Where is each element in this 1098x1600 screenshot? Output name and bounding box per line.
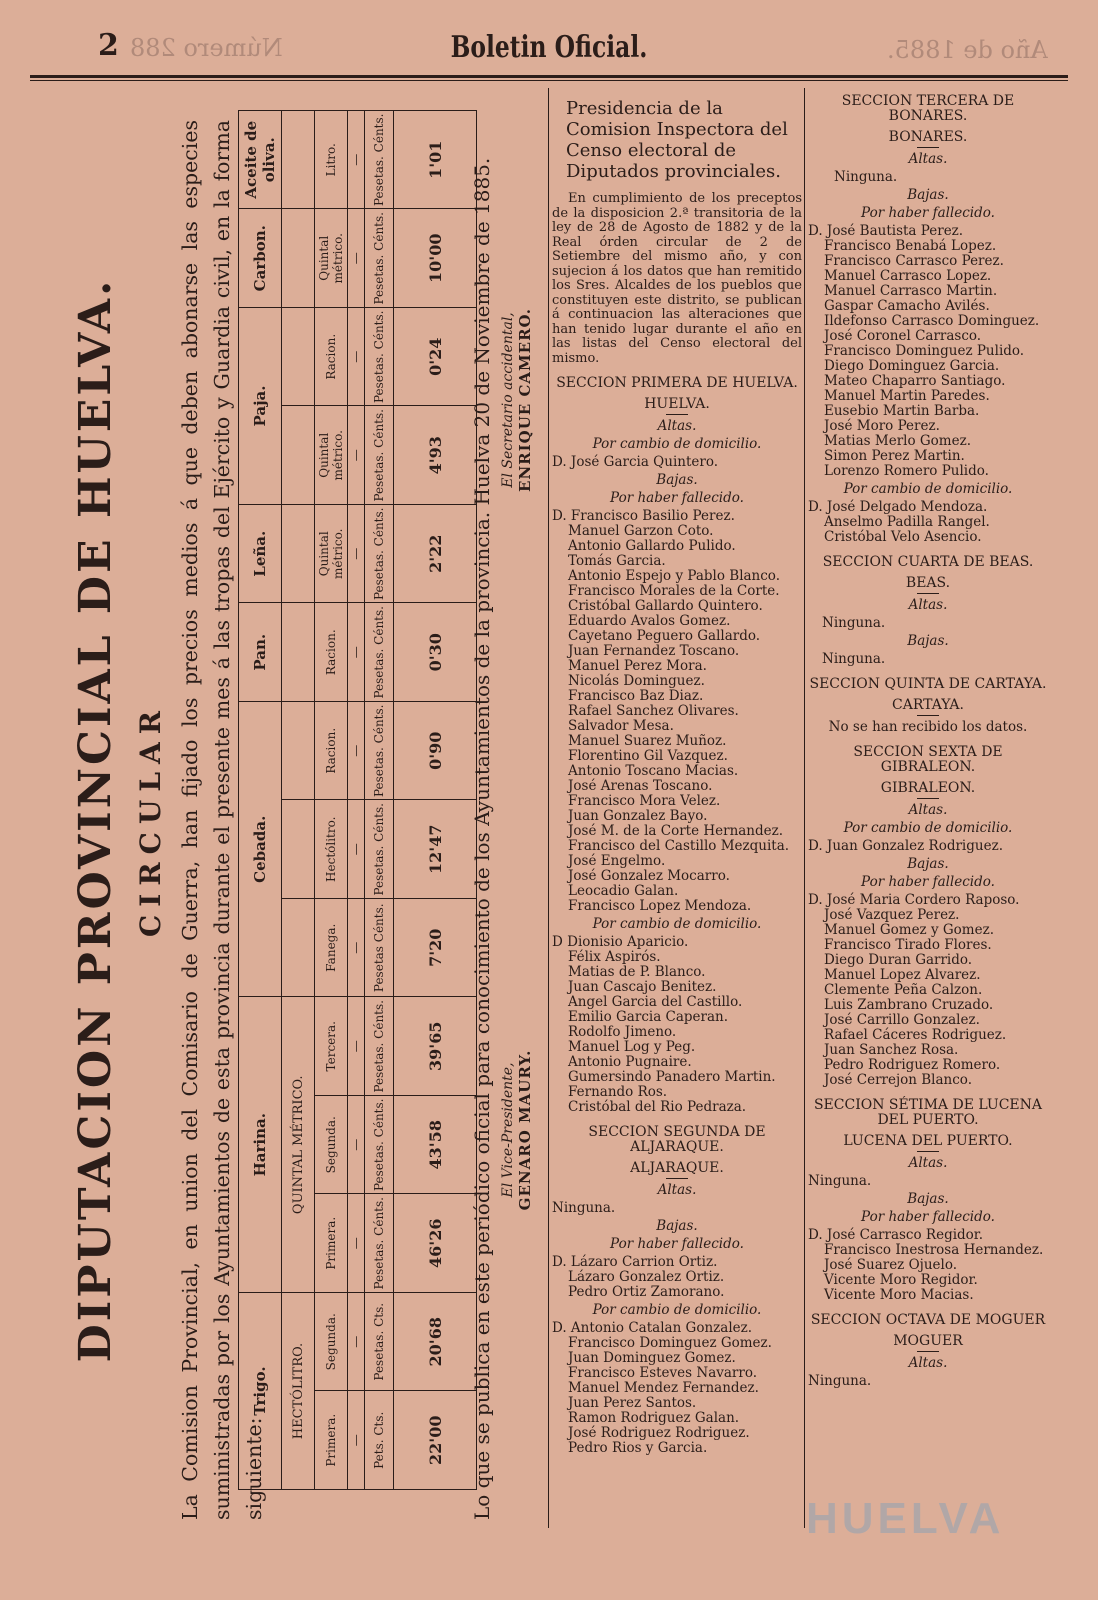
dash-cell: — [348, 308, 365, 407]
none-label: Ninguna. [808, 1173, 872, 1189]
dash-cell: — [348, 1194, 365, 1293]
section-title: SECCION OCTAVA DE MOGUER [810, 1312, 1046, 1328]
list-item: Salvador Mesa. [568, 718, 674, 734]
group-trigo: Trigo. [239, 1293, 282, 1490]
cause-label: Por haber fallecido. [861, 1209, 995, 1225]
sig-role: El Vice-Presidente, [500, 1062, 516, 1198]
town-name: BEAS. [808, 576, 1048, 594]
cause-label: Por haber fallecido. [610, 1236, 744, 1252]
cause-label: Por haber fallecido. [610, 490, 744, 506]
list-item: Fernando Ros. [568, 1084, 668, 1100]
list-item: Juan Sanchez Rosa. [824, 1042, 959, 1058]
list-item: D. Francisco Basilio Perez. [552, 508, 735, 524]
list-item: Rafael Cáceres Rodriguez. [824, 1027, 1007, 1043]
group-pan: Pan. [239, 603, 282, 702]
list-item: D. José Carrasco Regidor. [808, 1227, 984, 1243]
price-value: 46'26 [394, 1194, 477, 1293]
group-lena: Leña. [239, 505, 282, 604]
unit-cell: Pesetas Cénts. [365, 899, 394, 998]
blank-cell [282, 505, 315, 604]
rotated-circular [70, 110, 550, 1530]
name-list [808, 893, 1048, 1088]
list-item: Manuel Martin Paredes. [824, 388, 990, 404]
circular-title: DIPUTACION PROVINCIAL DE HUELVA. [70, 277, 121, 1363]
list-item: Francisco Mora Velez. [568, 793, 721, 809]
list-item: Luis Zambrano Cruzado. [824, 997, 994, 1013]
page-number: 2 [98, 28, 119, 63]
group-paja: Paja. [239, 308, 282, 505]
list-item: D. José Delgado Mendoza. [808, 499, 988, 515]
price-value: 0'24 [394, 308, 477, 407]
circular-footer: Lo que se publica en este periódico oficial para conocimiento de los Ayuntamientos de la provincia. Huelva 20 de Noviembre de 1885. [470, 157, 494, 1520]
list-item: Manuel Log y Peg. [568, 1039, 696, 1055]
cause-label: Por haber fallecido. [861, 205, 995, 221]
circular-subtitle: CIRCULAR [134, 702, 167, 938]
list-item: José Suarez Ojuelo. [824, 1257, 958, 1273]
census-column-right [808, 92, 1048, 1391]
list-item: Manuel Carrasco Martin. [824, 283, 998, 299]
list-item: Ramon Rodriguez Galan. [568, 1410, 740, 1426]
list-item: Francisco Baz Diaz. [568, 688, 704, 704]
list-item: D. José Maria Cordero Raposo. [808, 892, 1020, 908]
dash-cell: — [348, 899, 365, 998]
list-item: Lázaro Gonzalez Ortiz. [568, 1269, 725, 1285]
census-column-middle [552, 92, 802, 1456]
sig-name: ENRIQUE CAMERO. [516, 308, 534, 492]
column-header: Quintal métrico. [315, 406, 348, 505]
unit-cell: Pesetas. Cts. [365, 1293, 394, 1392]
section-title: SECCION SEXTA DE GIBRALEON. [853, 744, 1003, 775]
list-item: Francisco Carrasco Perez. [824, 253, 1004, 269]
price-value: 22'00 [394, 1391, 477, 1490]
trigo-subheader: HECTÓLITRO. [282, 1293, 315, 1490]
signature-vicepresident [500, 980, 534, 1280]
list-item: D. José Garcia Quintero. [552, 454, 719, 470]
column-header: Racion. [315, 603, 348, 702]
dash-cell: — [348, 800, 365, 899]
unit-cell: Pesetas. Cénts. [365, 800, 394, 899]
price-value: 2'22 [394, 505, 477, 604]
none-label: Ninguna. [552, 1200, 616, 1216]
list-item: Manuel Suarez Muñoz. [568, 733, 727, 749]
section-title: SECCION SEGUNDA DE ALJARAQUE. [588, 1124, 766, 1155]
list-item: Antonio Gallardo Pulido. [568, 538, 736, 554]
list-item: D Dionisio Aparicio. [552, 934, 689, 950]
price-value: 12'47 [394, 800, 477, 899]
none-label: Ninguna. [808, 1373, 872, 1389]
unit-cell: Pesetas. Cénts. [365, 997, 394, 1096]
name-list [808, 500, 1048, 545]
list-item: Ildefonso Carrasco Dominguez. [824, 313, 1040, 329]
unit-cell: Pesetas. Cénts. [365, 308, 394, 407]
bajas-label: Bajas. [907, 633, 949, 649]
dash-cell: — [348, 603, 365, 702]
list-item: Cristóbal Velo Asencio. [824, 529, 982, 545]
dash-cell: — [348, 1096, 365, 1195]
town-name: MOGUER [808, 1334, 1048, 1352]
price-value: 4'93 [394, 406, 477, 505]
list-item: Gumersindo Panadero Martin. [568, 1069, 776, 1085]
list-item: Antonio Toscano Macias. [568, 763, 739, 779]
town-name: CARTAYA. [808, 698, 1048, 716]
column-header: Racion. [315, 702, 348, 801]
cause-label: Por haber fallecido. [861, 874, 995, 890]
masthead-title: Boletin Oficial. [450, 30, 648, 65]
dash-cell: — [348, 209, 365, 308]
list-item: José Rodriguez Rodriguez. [568, 1425, 750, 1441]
list-item: Francisco Dominguez Gomez. [568, 1335, 772, 1351]
column-header: Racion. [315, 308, 348, 407]
blank-cell [282, 209, 315, 308]
list-item: Nicolás Dominguez. [568, 673, 705, 689]
price-value: 43'58 [394, 1096, 477, 1195]
list-item: Francisco Benabá Lopez. [824, 238, 997, 254]
list-item: José Carrillo Gonzalez. [824, 1012, 980, 1028]
group-harina: Harina. [239, 997, 282, 1293]
column-header: Segunda. [315, 1096, 348, 1195]
blank-cell [282, 308, 315, 407]
altas-label: Altas. [657, 1182, 697, 1198]
list-item: Manuel Garzon Coto. [568, 523, 714, 539]
list-item: D. Antonio Catalan Gonzalez. [552, 1320, 753, 1336]
list-item: José Arenas Toscano. [568, 778, 713, 794]
list-item: Manuel Carrasco Lopez. [824, 268, 992, 284]
price-value: 1'01 [394, 111, 477, 210]
bajas-label: Bajas. [907, 1191, 949, 1207]
list-item: Francisco Lopez Mendoza. [568, 898, 752, 914]
column-header: Litro. [315, 111, 348, 210]
town-name: BONARES. [808, 130, 1048, 148]
circular-intro: La Comision Provincial, en union del Comisario de Guerra, han fijado los precios medios á que deben abonarse las especies suministradas por los Ayuntamientos de esta provincia durante el presente mes á las tropas del Ejército y Guardia civil, en la forma siguiente: [178, 120, 266, 1520]
list-item: Francisco Esteves Navarro. [568, 1365, 758, 1381]
town-name: ALJARAQUE. [552, 1161, 802, 1179]
blank-cell [282, 702, 315, 801]
list-item: Juan Fernandez Toscano. [568, 643, 740, 659]
list-item: Emilio Garcia Caperan. [568, 1009, 729, 1025]
note-text: No se han recibido los datos. [828, 719, 1028, 735]
unit-cell: Pesetas. Cénts. [365, 505, 394, 604]
group-carbon: Carbon. [239, 209, 282, 308]
altas-label: Altas. [908, 1155, 948, 1171]
blank-cell [282, 800, 315, 899]
price-value: 10'00 [394, 209, 477, 308]
blank-cell [282, 899, 315, 998]
list-item: Juan Gonzalez Bayo. [568, 808, 708, 824]
list-item: Simon Perez Martin. [824, 448, 965, 464]
column-header: Quintal métrico. [315, 209, 348, 308]
name-list [552, 1321, 802, 1456]
name-list [808, 224, 1048, 479]
price-value: 20'68 [394, 1293, 477, 1392]
column-header: Quintal métrico. [315, 505, 348, 604]
list-item: Manuel Mendez Fernandez. [568, 1380, 759, 1396]
section-title: SECCION TERCERA DE BONARES. [841, 93, 1015, 124]
list-item: Francisco Dominguez Pulido. [824, 343, 1025, 359]
list-item: Francisco Inestrosa Hernandez. [824, 1242, 1044, 1258]
list-item: José Engelmo. [568, 853, 666, 869]
sig-name: GENARO MAURY. [516, 1049, 534, 1211]
column-header: Segunda. [315, 1293, 348, 1392]
list-item: Matias de P. Blanco. [568, 964, 706, 980]
list-item: Vicente Moro Regidor. [824, 1272, 978, 1288]
list-item: Rafael Sanchez Olivares. [568, 703, 739, 719]
list-item: Francisco Morales de la Corte. [568, 583, 780, 599]
list-item: Pedro Rios y Garcia. [568, 1440, 708, 1456]
column-rule [804, 88, 805, 1528]
list-item: Eduardo Avalos Gomez. [568, 613, 731, 629]
list-item: Cayetano Peguero Gallardo. [568, 628, 761, 644]
top-rule [30, 75, 1068, 78]
town-name: HUELVA. [552, 397, 802, 415]
unit-cell: Pesetas. Cénts. [365, 603, 394, 702]
list-item: Vicente Moro Macias. [824, 1287, 974, 1303]
unit-cell: Pesetas. Cénts. [365, 1194, 394, 1293]
bajas-label: Bajas. [656, 472, 698, 488]
unit-cell: Pesetas. Cénts. [365, 111, 394, 210]
list-item: Anselmo Padilla Rangel. [824, 514, 990, 530]
list-item: José Gonzalez Mocarro. [568, 868, 730, 884]
list-item: Félix Aspirós. [568, 949, 661, 965]
list-item: Mateo Chaparro Santiago. [824, 373, 1006, 389]
list-item: Manuel Perez Mora. [568, 658, 707, 674]
ghost-text-left: Número 288 [130, 34, 283, 62]
census-paragraph: En cumplimiento de los preceptos de la disposicion 2.ª transitoria de la ley de 28 de Agosto de 1882 y de la Real órden circular de 2 de Setiembre del mismo año, y con sujecion á los datos que han remitido los Sres. Alcaldes de los pueblos que constituyen este distrito, se publican á continuacion las alteraciones que han tenido lugar durante el año en las listas del Censo electoral del mismo. [552, 191, 802, 366]
altas-label: Altas. [908, 1355, 948, 1371]
list-item: Cristóbal del Rio Pedraza. [568, 1099, 747, 1115]
unit-cell: Pesetas. Cénts. [365, 209, 394, 308]
section-title: SECCION CUARTA DE BEAS. [822, 554, 1034, 570]
sig-role: El Secretario accidental, [500, 312, 516, 488]
altas-label: Altas. [908, 802, 948, 818]
census-heading: Presidencia de la Comision Inspectora del Censo electoral de Diputados provinciales. [566, 98, 788, 182]
list-item: Manuel Lopez Alvarez. [824, 967, 981, 983]
signature-secretary [500, 250, 534, 550]
bajas-label: Bajas. [907, 856, 949, 872]
list-item: Eusebio Martin Barba. [824, 403, 980, 419]
dash-cell: — [348, 111, 365, 210]
dash-cell: — [348, 702, 365, 801]
section-title: SECCION SÉTIMA DE LUCENA DEL PUERTO. [813, 1097, 1043, 1128]
list-item: Pedro Ortiz Zamorano. [568, 1284, 725, 1300]
dash-cell: — [348, 1293, 365, 1392]
list-item: José Moro Perez. [824, 418, 940, 434]
column-header: Primera. [315, 1391, 348, 1490]
column-header: Hectólitro. [315, 800, 348, 899]
price-table [238, 110, 477, 1490]
list-item: Cristóbal Gallardo Quintero. [568, 598, 763, 614]
list-item: Juan Perez Santos. [568, 1395, 697, 1411]
dash-cell: — [348, 1391, 365, 1490]
blank-cell [282, 603, 315, 702]
unit-cell: Pesetas. Cénts. [365, 1096, 394, 1195]
list-item: Francisco del Castillo Mezquita. [568, 838, 790, 854]
list-item: Lorenzo Romero Pulido. [824, 463, 989, 479]
town-name: GIBRALEON. [808, 781, 1048, 799]
bajas-label: Bajas. [907, 187, 949, 203]
unit-cell: Pesetas. Cénts. [365, 702, 394, 801]
list-item: Antonio Espejo y Pablo Blanco. [568, 568, 780, 584]
column-header: Fanega. [315, 899, 348, 998]
ghost-text-right: Año de 1885. [887, 36, 1048, 64]
dash-cell: — [348, 505, 365, 604]
column-header: Primera. [315, 1194, 348, 1293]
list-item: Gaspar Camacho Avilés. [824, 298, 990, 314]
cause-label: Por cambio de domicilio. [592, 916, 762, 932]
name-list [552, 935, 802, 1115]
cause-label: Por cambio de domicilio. [843, 481, 1013, 497]
bajas-label: Bajas. [656, 1218, 698, 1234]
price-value: 0'90 [394, 702, 477, 801]
cause-label: Por cambio de domicilio. [592, 436, 762, 452]
list-item: D. José Bautista Perez. [808, 223, 964, 239]
watermark-logo: HUELVA [806, 1494, 1005, 1543]
unit-cell: Pesetas. Cénts. [365, 406, 394, 505]
group-aceite: Aceite de oliva. [239, 111, 282, 210]
list-item: Juan Dominguez Gomez. [568, 1350, 736, 1366]
none-label: Ninguna. [822, 651, 886, 667]
list-item: Francisco Tirado Flores. [824, 937, 992, 953]
none-label: Ninguna. [834, 169, 898, 185]
list-item: Matias Merlo Gomez. [824, 433, 971, 449]
none-label: Ninguna. [822, 615, 886, 631]
list-item: José Coronel Carrasco. [824, 328, 982, 344]
column-header: Tercera. [315, 997, 348, 1096]
list-item: D. Lázaro Carrion Ortiz. [552, 1254, 718, 1270]
top-rule-thin [30, 80, 1068, 81]
dash-cell: — [348, 997, 365, 1096]
list-item: Angel Garcia del Castillo. [568, 994, 743, 1010]
list-item: Tomás Garcia. [568, 553, 666, 569]
blank-cell [282, 111, 315, 210]
altas-label: Altas. [908, 597, 948, 613]
dash-cell: — [348, 406, 365, 505]
list-item: José Vazquez Perez. [824, 907, 960, 923]
name-list [552, 1255, 802, 1300]
blank-cell [282, 406, 315, 505]
altas-label: Altas. [908, 151, 948, 167]
altas-label: Altas. [657, 418, 697, 434]
list-item: Juan Cascajo Benitez. [568, 979, 717, 995]
cause-label: Por cambio de domicilio. [843, 820, 1013, 836]
harina-subheader: QUINTAL MÉTRICO. [282, 997, 315, 1293]
group-cebada: Cebada. [239, 702, 282, 998]
section-title: SECCION QUINTA DE CARTAYA. [809, 676, 1047, 692]
name-list [808, 1228, 1048, 1303]
list-item: José Cerrejon Blanco. [824, 1072, 972, 1088]
price-value: 0'30 [394, 603, 477, 702]
list-item: José M. de la Corte Hernandez. [568, 823, 784, 839]
cause-label: Por cambio de domicilio. [592, 1302, 762, 1318]
list-item: Pedro Rodriguez Romero. [824, 1057, 1001, 1073]
list-item: D. Juan Gonzalez Rodriguez. [808, 838, 1003, 854]
column-rule [548, 88, 549, 1528]
unit-cell: Pets. Cts. [365, 1391, 394, 1490]
town-name: LUCENA DEL PUERTO. [808, 1134, 1048, 1152]
list-item: Diego Duran Garrido. [824, 952, 973, 968]
list-item: Clemente Peña Calzon. [824, 982, 983, 998]
list-item: Florentino Gil Vazquez. [568, 748, 728, 764]
list-item: Manuel Gomez y Gomez. [824, 922, 994, 938]
list-item: Rodolfo Jimeno. [568, 1024, 677, 1040]
list-item: Diego Dominguez Garcia. [824, 358, 1000, 374]
price-value: 39'65 [394, 997, 477, 1096]
list-item: Leocadio Galan. [568, 883, 679, 899]
price-value: 7'20 [394, 899, 477, 998]
name-list [552, 509, 802, 914]
list-item: Antonio Pugnaire. [568, 1054, 692, 1070]
section-title: SECCION PRIMERA DE HUELVA. [556, 375, 798, 391]
